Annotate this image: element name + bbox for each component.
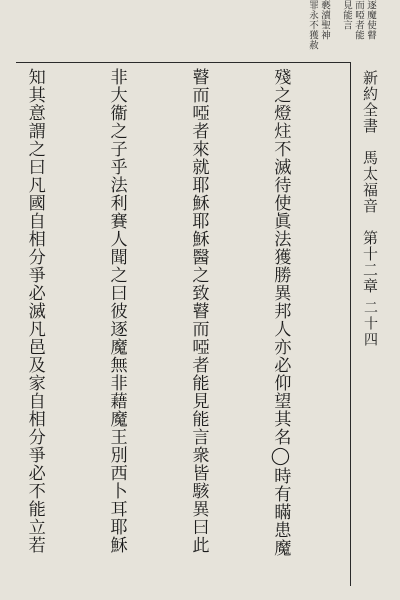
- header-rule: [16, 62, 350, 63]
- margin-note: 罪永不獲赦: [307, 0, 318, 50]
- margin-note: 褻瀆聖神: [319, 0, 330, 40]
- text-column: 非大衞之子乎法利賽人聞之曰彼逐魔無非藉魔王別西卜耳耶穌: [106, 68, 127, 554]
- margin-note: 逐魔使瞽: [365, 0, 376, 40]
- text-column: 殘之燈炷不滅待使眞法獲勝異邦人亦必仰望其名◯時有瞞患魔: [270, 68, 291, 557]
- text-column: 知其意謂之曰凡國自相分爭必滅凡邑及家自相分爭必不能立若: [24, 68, 45, 554]
- margin-notes: [80, 0, 376, 56]
- margin-rule: [350, 62, 351, 586]
- text-column: 瞽而啞者來就耶穌耶穌醫之致瞽而啞者能見能言衆皆駭異曰此: [188, 68, 209, 554]
- margin-note: 見能言: [341, 0, 352, 30]
- main-text: [20, 68, 348, 588]
- margin-note: 而啞者能: [353, 0, 364, 40]
- page-number: 二十四: [362, 300, 378, 348]
- running-head: 新約全書 馬太福音 第十二章: [361, 70, 379, 294]
